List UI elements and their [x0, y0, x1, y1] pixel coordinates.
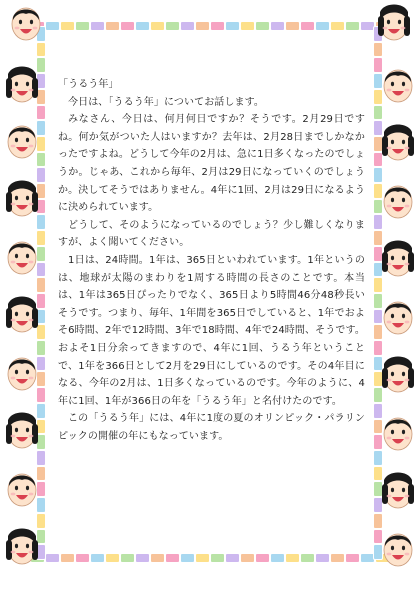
border-segment — [165, 21, 180, 31]
child-face-icon — [2, 234, 42, 278]
border-segment — [285, 553, 300, 563]
child-face-icon — [2, 350, 42, 394]
letter-body — [58, 76, 365, 445]
child-face-icon — [374, 0, 414, 44]
child-face-icon — [378, 120, 418, 164]
border-segment — [105, 553, 120, 563]
child-face-icon — [2, 118, 42, 162]
border-segment — [240, 21, 255, 31]
border-segment — [135, 21, 150, 31]
border-segment — [345, 21, 360, 31]
border-segment — [285, 21, 300, 31]
border-segment — [373, 42, 383, 58]
border-segment — [255, 553, 270, 563]
child-face-icon — [2, 62, 42, 106]
child-face-icon — [378, 410, 418, 454]
border-segment — [165, 553, 180, 563]
border-segment — [120, 21, 135, 31]
letter-title: 「うるう年」 — [58, 79, 119, 90]
border-segment — [210, 553, 225, 563]
border-segment — [330, 553, 345, 563]
border-segment — [300, 553, 315, 563]
border-segment — [180, 21, 195, 31]
child-face-icon — [2, 408, 42, 452]
border-segment — [330, 21, 345, 31]
border-segment — [60, 21, 75, 31]
border-segment — [120, 553, 135, 563]
border-segment — [90, 21, 105, 31]
border-segment — [255, 21, 270, 31]
border-segment — [345, 553, 360, 563]
border-segment — [36, 277, 46, 293]
paragraph-question: みなさん、今日は、何月何日ですか？そうです。2月29日ですね。何か気がついた人はいますか？去年は、2月28日までしかなかったですよね。どうして今年の2月は、急に1日多くなったのでしょうか。じゃあ、これから毎年、2月は29日になっていくのでしょうか。決してそうではありません。4年に1回、2月は29日になるように決められています。 — [58, 114, 365, 214]
border-segment — [105, 21, 120, 31]
border-segment — [315, 21, 330, 31]
border-segment — [315, 553, 330, 563]
border-segment — [36, 450, 46, 466]
border-segment — [90, 553, 105, 563]
child-face-icon — [378, 352, 418, 396]
border-segment — [45, 553, 60, 563]
child-face-icon — [2, 466, 42, 510]
child-face-icon — [378, 526, 418, 570]
child-face-icon — [2, 176, 42, 220]
border-segment — [150, 553, 165, 563]
border-strip — [30, 21, 390, 31]
border-segment — [195, 553, 210, 563]
border-segment — [210, 21, 225, 31]
child-face-icon — [2, 524, 42, 568]
border-segment — [60, 553, 75, 563]
border-segment — [45, 21, 60, 31]
child-face-icon — [378, 62, 418, 106]
border-segment — [240, 553, 255, 563]
border-segment — [225, 553, 240, 563]
border-segment — [135, 553, 150, 563]
border-segment — [373, 105, 383, 121]
child-face-icon — [378, 468, 418, 512]
child-face-icon — [378, 236, 418, 280]
paragraph-intro: 今日は、「うるう年」についてお話します。 — [68, 96, 264, 108]
border-segment — [180, 553, 195, 563]
child-face-icon — [6, 0, 46, 44]
paragraph-explanation: 1日は、24時間。1年は、365日といわれています。1年というのは、地球が太陽のまわりを1周する時間の長さのことです。本当は、1年は365日ぴったりでなく、365日より5時間46分48秒長いそうです。つまり、毎年、1年間を365日でしていると、1年でおよそ6時間、2年で12時間、3年で18時間、4年で24時間、そうです。およそ1日分余ってきますので、4年に1回、うるう年ということで、1年を366日として2月を29日にしているのです。その4年目になる、今年の2月は、1日多くなっているのです。今年のように、4年に1回、1年が366日の年を「うるう年」と名付けたのです。 — [58, 254, 365, 407]
paragraph-olympics: この「うるう年」には、4年に1度の夏のオリンピック・パラリンピックの開催の年にもなっています。 — [58, 413, 365, 442]
child-face-icon — [378, 178, 418, 222]
border-segment — [300, 21, 315, 31]
border-strip — [30, 553, 390, 563]
border-segment — [75, 553, 90, 563]
paragraph-why: どうして、そのようになっているのでしょう？少し難しくなりますが、よく聞いてください。 — [58, 219, 365, 249]
child-face-icon — [378, 294, 418, 338]
border-segment — [75, 21, 90, 31]
border-segment — [150, 21, 165, 31]
child-face-icon — [2, 292, 42, 336]
border-segment — [36, 42, 46, 58]
border-segment — [270, 553, 285, 563]
border-segment — [225, 21, 240, 31]
border-segment — [270, 21, 285, 31]
border-segment — [195, 21, 210, 31]
